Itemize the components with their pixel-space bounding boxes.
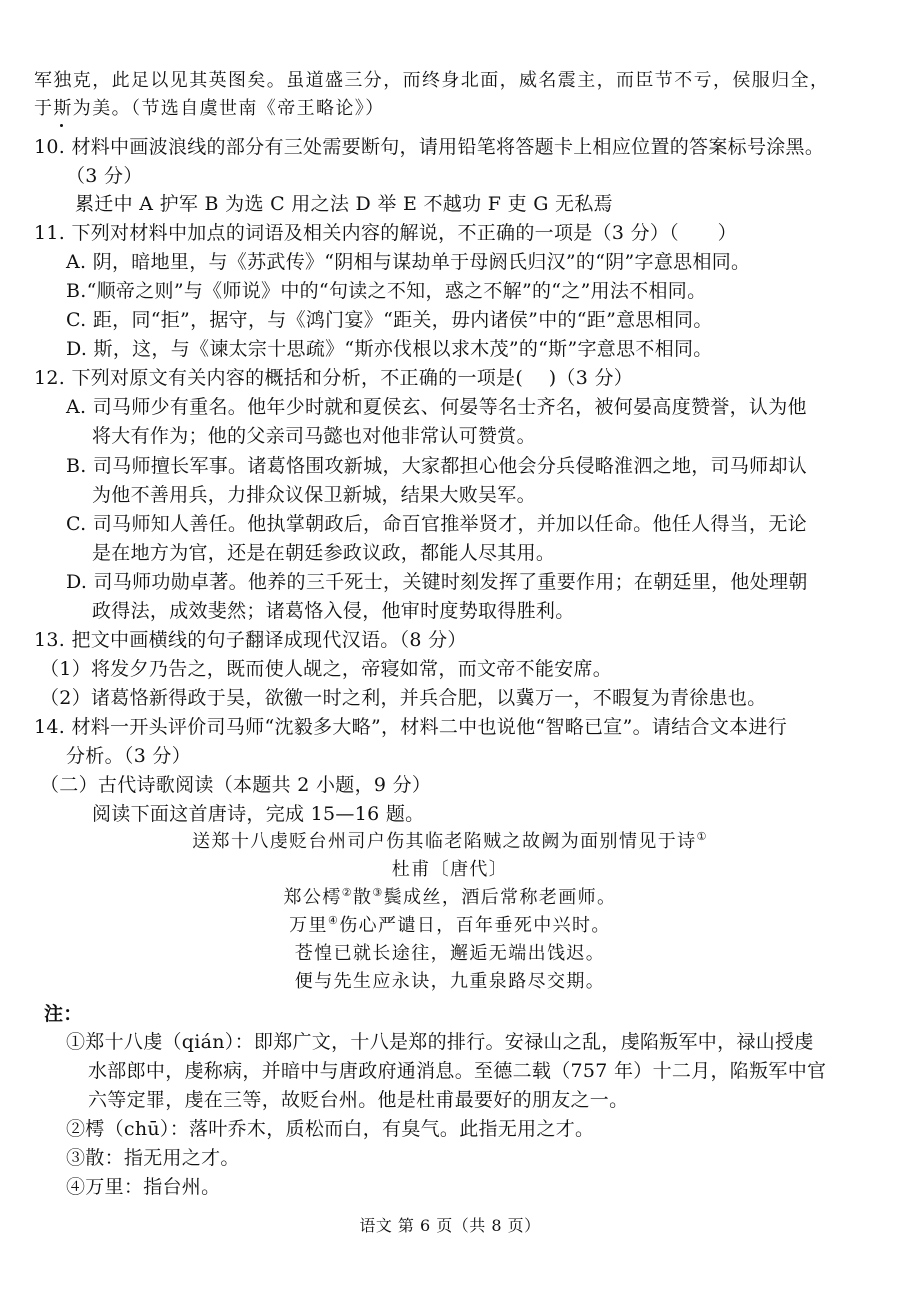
passage-line: 于斯为美。（节选自虞世南《帝王略论》）	[34, 98, 385, 119]
question-12-option-a: A. 司马师少有重名。他年少时就和夏侯玄、何晏等名士齐名，被何晏高度赞誉，认为他	[66, 396, 807, 418]
question-13-sentence-2: （2）诸葛恪新得政于吴，欲徼一时之利，并兵合肥，以冀万一，不暇复为青徐患也。	[40, 687, 767, 709]
question-10-points: （3 分）	[66, 165, 143, 187]
question-12-stem: 12. 下列对原文有关内容的概括和分析，不正确的一项是( )（3 分）	[34, 367, 634, 389]
poem-line-2: 万里④伤心严谴日，百年垂死中兴时。	[289, 914, 611, 936]
page-footer: 语文 第 6 页（共 8 页）	[359, 1216, 541, 1235]
footnote-marker: ②	[341, 886, 353, 899]
section-heading: （二）古代诗歌阅读（本题共 2 小题，9 分）	[40, 774, 432, 796]
poem-line-1: 郑公樗②散③鬓成丝，酒后常称老画师。	[283, 886, 617, 908]
notes-label: 注：	[44, 1003, 83, 1025]
note-1: ①郑十八虔（qián）：即郑广文，十八是郑的排行。安禄山之乱，虔陷叛军中，禄山授虔	[66, 1031, 814, 1053]
question-11-stem: 11. 下列对材料中加点的词语及相关内容的解说，不正确的一项是（3 分）（ ）	[34, 222, 737, 244]
question-11-option-c: C. 距，同“拒”，据守，与《鸿门宴》“距关，毋内诸侯”中的“距”意思相同。	[66, 309, 713, 331]
note-2: ②樗（chū）：落叶乔木，质松而白，有臭气。此指无用之才。	[66, 1118, 595, 1140]
question-11-option-b: B.“顺帝之则”与《师说》中的“句读之不知，惑之不解”的“之”用法不相同。	[66, 280, 707, 302]
emphasis-dot	[60, 124, 63, 127]
note-3: ③散：指无用之才。	[66, 1147, 240, 1169]
question-12-option-c-cont: 是在地方为官，还是在朝廷参政议政，都能人尽其用。	[92, 542, 556, 564]
footnote-marker: ③	[372, 886, 384, 899]
poem-author: 杜甫〔唐代〕	[391, 859, 509, 880]
question-11-option-d: D. 斯，这，与《谏太宗十思疏》“斯亦伐根以求木茂”的“斯”字意思不相同。	[66, 338, 713, 360]
question-14-stem-cont: 分析。（3 分）	[66, 745, 192, 767]
question-12-option-b: B. 司马师擅长军事。诸葛恪围攻新城，大家都担心他会分兵侵略淮泗之地，司马师却认	[66, 455, 808, 477]
poem-title: 送郑十八虔贬台州司户伤其临老陷贼之故阙为面别情见于诗①	[192, 830, 708, 852]
footnote-marker: ④	[327, 914, 340, 927]
question-10-sentence: 累迁中 A 护军 B 为选 C 用之法 D 举 E 不越功 F 吏 G 无私焉	[75, 193, 613, 215]
note-1-cont: 六等定罪，虔在三等，故贬台州。他是杜甫最要好的朋友之一。	[88, 1089, 629, 1111]
question-14-stem: 14. 材料一开头评价司马师“沈毅多大略”，材料二中也说他“智略已宣”。请结合文本进行	[34, 716, 788, 738]
question-12-option-b-cont: 为他不善用兵，力排众议保卫新城，结果大败吴军。	[92, 484, 536, 506]
poem-line-4: 便与先生应永诀，九重泉路尽交期。	[294, 971, 606, 992]
footnote-marker: ①	[696, 830, 708, 843]
section-instruction: 阅读下面这首唐诗，完成 15—16 题。	[92, 803, 425, 825]
poem-line-3: 苍惶已就长途往，邂逅无端出饯迟。	[294, 943, 606, 964]
note-1-cont: 水部郎中，虔称病，并暗中与唐政府通消息。至德二载（757 年）十二月，陷叛军中官	[88, 1060, 827, 1082]
question-12-option-d-cont: 政得法，成效斐然；诸葛恪入侵，他审时度势取得胜利。	[92, 600, 575, 622]
question-13-sentence-1: （1）将发夕乃告之，既而使人觇之，帝寝如常，而文帝不能安席。	[40, 658, 613, 680]
question-10-stem: 10. 材料中画波浪线的部分有三处需要断句，请用铅笔将答题卡上相应位置的答案标号涂黑。	[34, 136, 825, 158]
question-13-stem: 13. 把文中画横线的句子翻译成现代汉语。（8 分）	[34, 629, 467, 651]
question-11-option-a: A. 阴，暗地里，与《苏武传》“阴相与谋劫单于母阏氏归汉”的“阴”字意思相同。	[66, 251, 751, 273]
question-12-option-a-cont: 将大有作为；他的父亲司马懿也对他非常认可赞赏。	[92, 425, 536, 447]
question-12-option-c: C. 司马师知人善任。他执掌朝政后，命百官推举贤才，并加以任命。他任人得当，无论	[66, 513, 807, 535]
note-4: ④万里：指台州。	[66, 1176, 221, 1198]
passage-line: 军独克，此足以见其英图矣。虽道盛三分，而终身北面，威名震主，而臣节不亏，侯服归全，	[34, 70, 830, 91]
question-12-option-d: D. 司马师功勋卓著。他养的三千死士，关键时刻发挥了重要作用；在朝廷里，他处理朝	[66, 571, 808, 593]
